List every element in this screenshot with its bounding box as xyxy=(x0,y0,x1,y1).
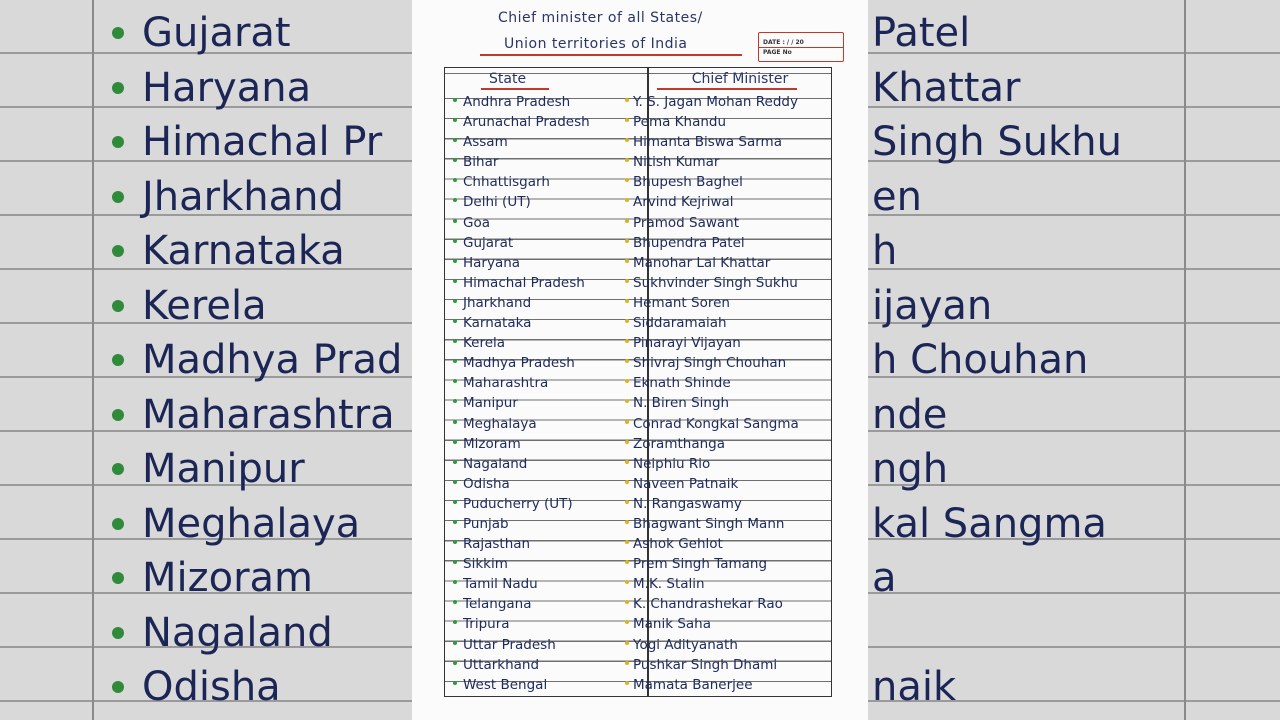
bullet-dot-icon xyxy=(453,681,457,685)
table-row xyxy=(445,514,831,534)
chief-minister-name: Y. S. Jagan Mohan Reddy xyxy=(633,94,798,110)
chief-minister-name: Pinarayi Vijayan xyxy=(633,335,741,352)
state-name: Maharashtra xyxy=(463,375,549,392)
bullet-dot-icon xyxy=(625,520,629,524)
state-name: Chhattisgarh xyxy=(463,174,550,191)
table-row xyxy=(445,574,831,594)
bullet-dot-icon xyxy=(453,600,457,604)
bullet-dot-icon xyxy=(625,359,629,363)
chief-minister-name: Manohar Lal Khattar xyxy=(633,254,771,271)
chief-minister-name: N. Biren Singh xyxy=(633,395,730,412)
state-name: Goa xyxy=(463,214,490,231)
background-list-item xyxy=(872,279,1122,334)
background-margin-line xyxy=(1184,0,1186,720)
background-list-item xyxy=(112,279,402,334)
bullet-dot-icon xyxy=(453,279,457,283)
state-name: Rajasthan xyxy=(463,536,531,553)
bullet-dot-icon xyxy=(625,178,629,182)
background-list-item xyxy=(112,61,402,116)
bullet-dot-icon xyxy=(625,460,629,464)
page-title-line1: Chief minister of all States/ xyxy=(498,10,703,26)
state-name: Karnataka xyxy=(463,315,532,332)
bullet-dot-icon xyxy=(625,98,629,102)
chief-minister-name: Zoramthanga xyxy=(633,435,726,452)
column-header-chief-minister: Chief Minister xyxy=(691,71,789,87)
bullet-dot-icon xyxy=(625,118,629,122)
table-row xyxy=(445,454,831,474)
bullet-dot-icon xyxy=(453,460,457,464)
background-list-item xyxy=(872,551,1122,606)
bullet-dot-icon xyxy=(453,138,457,142)
background-text: Himachal Pr xyxy=(142,119,383,165)
state-name: Telangana xyxy=(463,596,532,613)
bullet-dot-icon xyxy=(453,319,457,323)
background-margin-line xyxy=(92,0,94,720)
bullet-dot-icon xyxy=(112,300,124,312)
bullet-dot-icon xyxy=(453,158,457,162)
title-underline xyxy=(480,54,742,56)
background-list-item xyxy=(112,115,402,170)
bullet-dot-icon xyxy=(453,641,457,645)
state-name: Sikkim xyxy=(463,556,508,573)
state-name: Manipur xyxy=(463,395,518,412)
state-name: Odisha xyxy=(463,475,510,492)
date-separator xyxy=(759,47,843,48)
date-box xyxy=(758,32,844,62)
background-list-item xyxy=(112,170,402,225)
table-row xyxy=(445,313,831,333)
table-row xyxy=(445,333,831,353)
chief-minister-name: Eknath Shinde xyxy=(633,375,731,392)
table-row xyxy=(445,675,831,695)
table-row xyxy=(445,172,831,192)
bullet-dot-icon xyxy=(625,219,629,223)
chief-minister-name: Pushkar Singh Dhami xyxy=(633,656,778,673)
background-list-item xyxy=(112,388,402,443)
bullet-dot-icon xyxy=(453,98,457,102)
state-name: Mizoram xyxy=(463,435,521,452)
page-title-line2: Union territories of India xyxy=(504,36,688,52)
bullet-dot-icon xyxy=(625,480,629,484)
background-text: naik xyxy=(872,664,957,710)
bullet-dot-icon xyxy=(453,339,457,343)
chief-minister-name: Bhupesh Baghel xyxy=(633,174,743,191)
background-text: a xyxy=(872,555,897,601)
bullet-dot-icon xyxy=(112,245,124,257)
background-text: Meghalaya xyxy=(142,500,361,547)
chief-minister-name: Nitish Kumar xyxy=(633,154,720,171)
table-row xyxy=(445,213,831,233)
background-text: Odisha xyxy=(142,664,281,710)
state-name: Andhra Pradesh xyxy=(463,94,571,110)
bullet-dot-icon xyxy=(625,620,629,624)
chief-minister-name: Bhagwant Singh Mann xyxy=(633,515,785,532)
chief-minister-name: Siddaramaiah xyxy=(633,315,727,332)
state-name: West Bengal xyxy=(463,676,548,693)
background-text: Maharashtra xyxy=(142,391,395,438)
state-name: Tripura xyxy=(463,616,510,633)
bullet-dot-icon xyxy=(112,136,124,148)
table-row xyxy=(445,92,831,112)
bullet-dot-icon xyxy=(112,518,124,530)
table-row xyxy=(445,293,831,313)
bullet-dot-icon xyxy=(453,399,457,403)
state-name: Haryana xyxy=(463,254,521,271)
bullet-dot-icon xyxy=(625,681,629,685)
state-name: Jharkhand xyxy=(463,294,532,311)
state-name: Delhi (UT) xyxy=(463,194,531,211)
table-row xyxy=(445,474,831,494)
chief-minister-name: Manik Saha xyxy=(633,616,712,633)
bullet-dot-icon xyxy=(453,178,457,182)
background-list-item xyxy=(872,442,1122,497)
chief-minister-name: K. Chandrashekar Rao xyxy=(633,596,783,613)
background-text: h xyxy=(872,228,898,274)
background-text: ngh xyxy=(872,446,949,492)
bullet-dot-icon xyxy=(112,627,124,639)
bullet-dot-icon xyxy=(112,82,124,94)
bullet-dot-icon xyxy=(625,399,629,403)
bullet-dot-icon xyxy=(625,661,629,665)
bullet-dot-icon xyxy=(453,359,457,363)
bullet-dot-icon xyxy=(625,641,629,645)
table-row xyxy=(445,534,831,554)
state-name: Nagaland xyxy=(463,455,528,472)
background-text: h Chouhan xyxy=(872,337,1089,383)
bullet-dot-icon xyxy=(453,620,457,624)
bullet-dot-icon xyxy=(625,560,629,564)
chief-minister-name: M.K. Stalin xyxy=(633,576,705,593)
page-number-label: PAGE No xyxy=(763,49,792,56)
chief-minister-name: Pema Khandu xyxy=(633,114,727,131)
table-row xyxy=(445,373,831,393)
bullet-dot-icon xyxy=(625,299,629,303)
background-text: Jharkhand xyxy=(142,173,344,220)
bullet-dot-icon xyxy=(112,681,124,693)
bullet-dot-icon xyxy=(112,191,124,203)
table-row xyxy=(445,494,831,514)
bullet-dot-icon xyxy=(112,463,124,475)
background-text: Patel xyxy=(872,10,971,56)
background-list-item xyxy=(872,606,1122,661)
table-row xyxy=(445,152,831,172)
chief-minister-name: Prem Singh Tamang xyxy=(633,556,768,573)
bullet-dot-icon xyxy=(625,500,629,504)
chief-minister-name: Neiphiu Rio xyxy=(633,455,711,472)
bullet-dot-icon xyxy=(453,440,457,444)
state-name: Punjab xyxy=(463,515,509,532)
bullet-dot-icon xyxy=(625,580,629,584)
background-text: Manipur xyxy=(142,446,305,492)
table-row xyxy=(445,554,831,574)
background-text: Nagaland xyxy=(142,609,333,656)
bullet-dot-icon xyxy=(625,239,629,243)
background-text: Singh Sukhu xyxy=(872,119,1122,165)
background-list-item xyxy=(872,388,1122,443)
background-list-item xyxy=(872,660,1122,715)
bullet-dot-icon xyxy=(625,319,629,323)
background-list-item xyxy=(112,660,402,715)
chief-minister-name: Mamata Banerjee xyxy=(633,676,753,693)
background-text: Kerela xyxy=(142,282,267,329)
bullet-dot-icon xyxy=(453,118,457,122)
state-header-underline xyxy=(481,88,549,90)
table-row xyxy=(445,273,831,293)
bullet-dot-icon xyxy=(453,661,457,665)
bullet-dot-icon xyxy=(453,520,457,524)
state-name: Kerela xyxy=(463,335,506,352)
bullet-dot-icon xyxy=(625,259,629,263)
bullet-dot-icon xyxy=(453,299,457,303)
chief-minister-name: Ashok Gehlot xyxy=(633,536,723,553)
bullet-dot-icon xyxy=(112,572,124,584)
background-list-item xyxy=(112,551,402,606)
bullet-dot-icon xyxy=(453,259,457,263)
chief-minister-name: Pramod Sawant xyxy=(633,214,740,231)
background-list-item xyxy=(872,6,1122,61)
background-list-item xyxy=(112,333,402,388)
table-row xyxy=(445,635,831,655)
notebook-page xyxy=(412,0,868,720)
table-row xyxy=(445,233,831,253)
bullet-dot-icon xyxy=(112,409,124,421)
background-left-list xyxy=(112,0,402,715)
bullet-dot-icon xyxy=(112,354,124,366)
chief-minister-name: Arvind Kejriwal xyxy=(633,194,734,211)
bullet-dot-icon xyxy=(625,600,629,604)
state-name: Madhya Pradesh xyxy=(463,355,575,372)
background-list-item xyxy=(112,224,402,279)
table-row xyxy=(445,353,831,373)
cm-header-underline xyxy=(657,88,797,90)
column-header-state: State xyxy=(489,71,527,87)
table-row xyxy=(445,393,831,413)
bullet-dot-icon xyxy=(453,480,457,484)
background-list-item xyxy=(872,497,1122,552)
background-left-zoom xyxy=(0,0,412,720)
chief-minister-name: N. Rangaswamy xyxy=(633,495,742,512)
date-label: DATE : / / 20 xyxy=(763,39,804,46)
bullet-dot-icon xyxy=(453,420,457,424)
table-row xyxy=(445,594,831,614)
bullet-dot-icon xyxy=(625,540,629,544)
bullet-dot-icon xyxy=(625,420,629,424)
bullet-dot-icon xyxy=(453,219,457,223)
state-name: Uttarkhand xyxy=(463,656,540,673)
state-name: Bihar xyxy=(463,154,499,171)
background-text: Karnataka xyxy=(142,228,345,274)
state-name: Gujarat xyxy=(463,234,514,251)
background-list-item xyxy=(872,224,1122,279)
background-text: Madhya Prad xyxy=(142,337,403,383)
bullet-dot-icon xyxy=(453,500,457,504)
background-list-item xyxy=(112,606,402,661)
chief-minister-name: Bhupendra Patel xyxy=(633,234,745,251)
bullet-dot-icon xyxy=(625,379,629,383)
background-text: Khattar xyxy=(872,64,1021,111)
state-name: Tamil Nadu xyxy=(463,576,538,593)
state-name: Meghalaya xyxy=(463,415,537,432)
chief-minister-name: Yogi Adityanath xyxy=(633,636,738,653)
chief-minister-name: Naveen Patnaik xyxy=(633,475,739,492)
table-row xyxy=(445,253,831,273)
table-row xyxy=(445,192,831,212)
background-right-zoom xyxy=(868,0,1280,720)
chief-minister-name: Hemant Soren xyxy=(633,294,730,311)
background-right-list xyxy=(872,0,1122,715)
background-text: ijayan xyxy=(872,282,993,329)
table-row xyxy=(445,434,831,454)
bullet-dot-icon xyxy=(625,138,629,142)
state-name: Puducherry (UT) xyxy=(463,495,573,512)
state-name: Uttar Pradesh xyxy=(463,636,556,653)
bullet-dot-icon xyxy=(625,279,629,283)
background-text: kal Sangma xyxy=(872,500,1107,547)
background-text: Gujarat xyxy=(142,10,291,56)
bullet-dot-icon xyxy=(453,580,457,584)
background-list-item xyxy=(112,6,402,61)
table-row xyxy=(445,112,831,132)
background-text: nde xyxy=(872,391,948,438)
state-name: Assam xyxy=(463,134,508,151)
bullet-dot-icon xyxy=(625,339,629,343)
background-list-item xyxy=(112,442,402,497)
bullet-dot-icon xyxy=(625,198,629,202)
background-text: Haryana xyxy=(142,64,312,111)
chief-minister-name: Conrad Kongkal Sangma xyxy=(633,415,799,432)
bullet-dot-icon xyxy=(625,158,629,162)
background-list-item xyxy=(872,115,1122,170)
cm-table xyxy=(444,67,832,697)
chief-minister-name: Himanta Biswa Sarma xyxy=(633,134,782,151)
bullet-dot-icon xyxy=(625,440,629,444)
state-name: Arunachal Pradesh xyxy=(463,114,590,131)
table-row xyxy=(445,614,831,634)
table-row xyxy=(445,414,831,434)
bullet-dot-icon xyxy=(453,560,457,564)
background-list-item xyxy=(112,497,402,552)
background-list-item xyxy=(872,333,1122,388)
bullet-dot-icon xyxy=(453,379,457,383)
background-text: Mizoram xyxy=(142,555,314,601)
bullet-dot-icon xyxy=(453,198,457,202)
table-row xyxy=(445,655,831,675)
table-rows xyxy=(445,92,831,695)
chief-minister-name: Shivraj Singh Chouhan xyxy=(633,355,787,372)
background-list-item xyxy=(872,61,1122,116)
chief-minister-name: Sukhvinder Singh Sukhu xyxy=(633,274,798,291)
bullet-dot-icon xyxy=(453,239,457,243)
table-row xyxy=(445,132,831,152)
background-text: en xyxy=(872,173,922,220)
background-list-item xyxy=(872,170,1122,225)
bullet-dot-icon xyxy=(453,540,457,544)
bullet-dot-icon xyxy=(112,27,124,39)
state-name: Himachal Pradesh xyxy=(463,274,585,291)
